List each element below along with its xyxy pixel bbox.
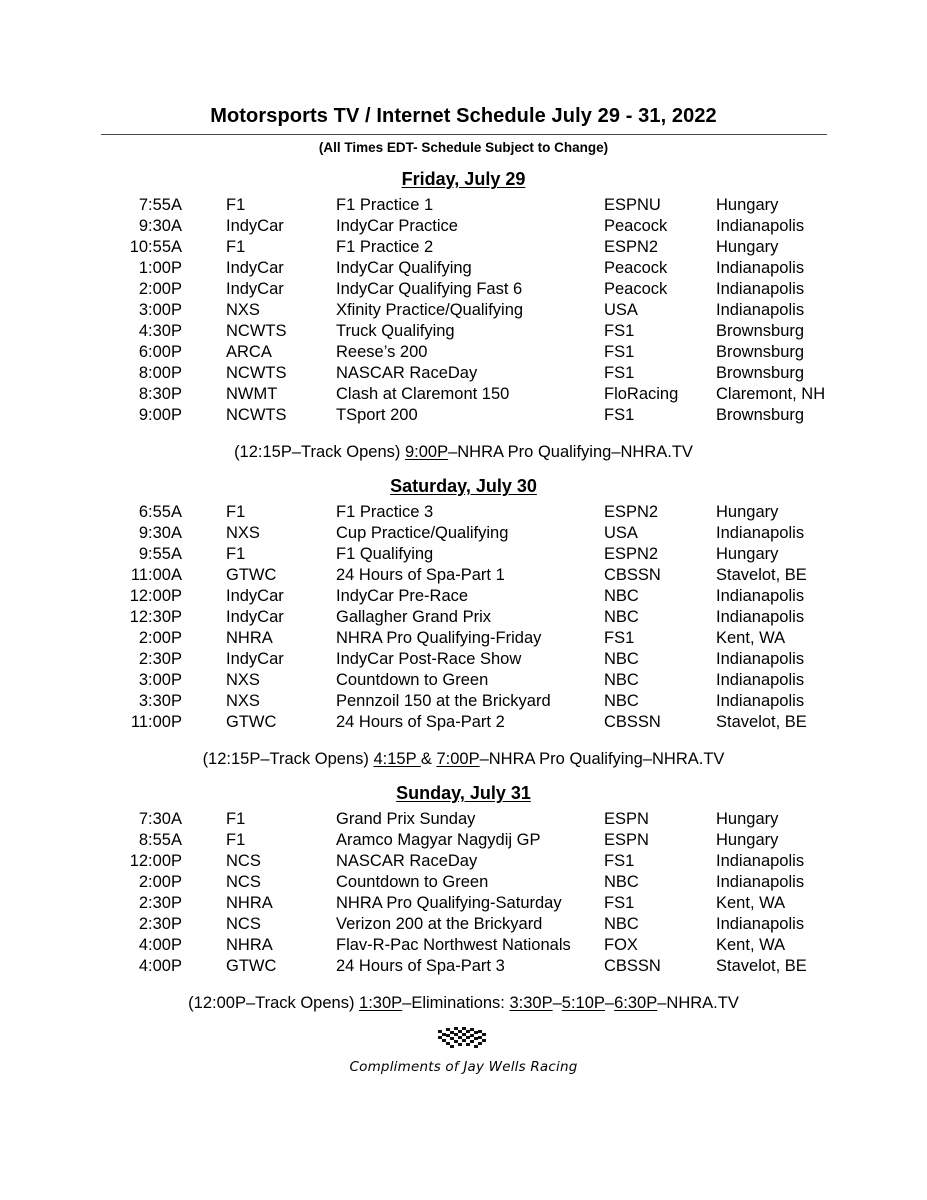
table-row (100, 649, 827, 670)
cell-network: ESPNU (604, 196, 661, 214)
cell-event: IndyCar Qualifying Fast 6 (336, 280, 523, 298)
note-time: 4:15P (373, 750, 421, 768)
cell-location: Indianapolis (716, 217, 805, 235)
cell-network: ESPN2 (604, 503, 659, 521)
note-prefix: (12:15P–Track Opens) (202, 750, 374, 768)
schedule-table (100, 502, 827, 733)
cell-location: Hungary (716, 196, 779, 214)
cell-network: ESPN (604, 831, 649, 849)
day-section (0, 769, 927, 1013)
cell-time: 9:30A (138, 524, 182, 542)
cell-network: NBC (604, 608, 639, 626)
cell-location: Hungary (716, 503, 779, 521)
table-row (100, 670, 827, 691)
cell-event: Countdown to Green (336, 873, 489, 891)
cell-location: Stavelot, BE (716, 957, 807, 975)
cell-time: 3:30P (138, 692, 182, 710)
day-heading: Sunday, July 31 (396, 783, 531, 803)
day-sections (0, 155, 927, 1013)
cell-event: Countdown to Green (336, 671, 489, 689)
cell-series: GTWC (226, 713, 277, 731)
cell-event: Pennzoil 150 at the Brickyard (336, 692, 551, 710)
cell-network: FS1 (604, 364, 635, 382)
table-row (100, 523, 827, 544)
table-row (100, 405, 827, 426)
cell-network: NBC (604, 873, 639, 891)
cell-location: Indianapolis (716, 915, 805, 933)
cell-time: 7:30A (138, 810, 182, 828)
note-separator: –Eliminations: (402, 994, 510, 1012)
cell-event: NHRA Pro Qualifying-Friday (336, 629, 542, 647)
cell-event: Aramco Magyar Nagydij GP (336, 831, 541, 849)
cell-series: NCWTS (226, 322, 287, 340)
table-row (100, 544, 827, 565)
cell-series: NCS (226, 873, 261, 891)
cell-location: Stavelot, BE (716, 713, 807, 731)
cell-location: Kent, WA (716, 894, 786, 912)
cell-series: NHRA (226, 936, 273, 954)
cell-series: GTWC (226, 566, 277, 584)
note-suffix: –NHRA Pro Qualifying–NHRA.TV (448, 443, 693, 461)
cell-time: 3:00P (138, 671, 182, 689)
cell-time: 2:30P (138, 915, 182, 933)
cell-event: TSport 200 (336, 406, 418, 424)
table-row (100, 237, 827, 258)
cell-series: NWMT (226, 385, 278, 403)
cell-location: Indianapolis (716, 692, 805, 710)
note-prefix: (12:00P–Track Opens) (188, 994, 360, 1012)
cell-network: CBSSN (604, 713, 661, 731)
cell-network: FS1 (604, 629, 635, 647)
table-row (100, 914, 827, 935)
cell-series: NHRA (226, 894, 273, 912)
cell-network: FS1 (604, 852, 635, 870)
day-heading: Friday, July 29 (401, 169, 526, 189)
cell-network: ESPN2 (604, 238, 659, 256)
cell-event: Grand Prix Sunday (336, 810, 476, 828)
table-row (100, 851, 827, 872)
cell-location: Indianapolis (716, 873, 805, 891)
schedule-table (100, 809, 827, 977)
table-row (100, 321, 827, 342)
table-row (100, 216, 827, 237)
cell-location: Kent, WA (716, 936, 786, 954)
cell-time: 4:00P (138, 957, 182, 975)
table-row (100, 342, 827, 363)
cell-location: Kent, WA (716, 629, 786, 647)
table-row (100, 893, 827, 914)
note-separator: – (604, 994, 615, 1012)
cell-location: Claremont, NH (716, 385, 826, 403)
page-title: Motorsports TV / Internet Schedule July 29 - 31, 2022 (210, 105, 717, 127)
cell-event: F1 Qualifying (336, 545, 434, 563)
cell-series: IndyCar (226, 608, 284, 626)
cell-time: 6:00P (138, 343, 182, 361)
cell-series: NCWTS (226, 364, 287, 382)
day-heading: Saturday, July 30 (390, 476, 537, 496)
table-row (100, 279, 827, 300)
note-separator: – (552, 994, 562, 1012)
cell-series: NXS (226, 671, 260, 689)
cell-network: Peacock (604, 217, 668, 235)
table-row (100, 935, 827, 956)
cell-network: NBC (604, 692, 639, 710)
cell-series: F1 (226, 238, 246, 256)
cell-network: Peacock (604, 280, 668, 298)
cell-location: Indianapolis (716, 671, 805, 689)
cell-event: NASCAR RaceDay (336, 364, 478, 382)
cell-event: Xfinity Practice/Qualifying (336, 301, 524, 319)
cell-location: Indianapolis (716, 301, 805, 319)
cell-time: 9:55A (138, 545, 182, 563)
cell-time: 12:30P (129, 608, 182, 626)
nhra-note-line (0, 977, 927, 1013)
day-section (0, 462, 927, 769)
cell-event: 24 Hours of Spa-Part 2 (336, 713, 505, 731)
cell-event: Flav-R-Pac Northwest Nationals (336, 936, 571, 954)
cell-series: IndyCar (226, 650, 284, 668)
table-row (100, 809, 827, 830)
cell-event: IndyCar Pre-Race (336, 587, 469, 605)
table-row (100, 691, 827, 712)
table-row (100, 565, 827, 586)
cell-event: Gallagher Grand Prix (336, 608, 491, 626)
nhra-note-line (0, 733, 927, 769)
cell-network: CBSSN (604, 566, 661, 584)
note-time: 3:30P (509, 994, 553, 1012)
cell-series: F1 (226, 503, 246, 521)
cell-location: Indianapolis (716, 259, 805, 277)
table-row (100, 830, 827, 851)
note-separator: & (420, 750, 437, 768)
cell-time: 1:00P (138, 259, 182, 277)
cell-network: FOX (604, 936, 638, 954)
table-row (100, 300, 827, 321)
note-suffix: –NHRA.TV (657, 994, 739, 1012)
cell-time: 8:55A (138, 831, 182, 849)
cell-location: Brownsburg (716, 322, 805, 340)
note-time: 5:10P (561, 994, 605, 1012)
table-row (100, 956, 827, 977)
cell-time: 11:00P (130, 713, 182, 731)
cell-event: Cup Practice/Qualifying (336, 524, 509, 542)
nhra-note-line (0, 426, 927, 462)
cell-series: IndyCar (226, 217, 284, 235)
table-row (100, 872, 827, 893)
cell-location: Brownsburg (716, 406, 805, 424)
cell-event: IndyCar Post-Race Show (336, 650, 522, 668)
schedule-table (100, 195, 827, 426)
cell-time: 2:30P (138, 894, 182, 912)
cell-location: Indianapolis (716, 852, 805, 870)
cell-network: FS1 (604, 322, 635, 340)
cell-network: NBC (604, 650, 639, 668)
table-row (100, 363, 827, 384)
cell-time: 6:55A (138, 503, 182, 521)
cell-event: Truck Qualifying (336, 322, 455, 340)
table-row (100, 258, 827, 279)
cell-network: USA (604, 524, 638, 542)
cell-time: 2:00P (138, 629, 182, 647)
note-suffix: –NHRA Pro Qualifying–NHRA.TV (479, 750, 725, 768)
cell-location: Hungary (716, 810, 779, 828)
page-subtitle: (All Times EDT- Schedule Subject to Change) (318, 140, 609, 155)
cell-location: Indianapolis (716, 280, 805, 298)
cell-time: 4:30P (138, 322, 182, 340)
cell-time: 2:00P (138, 873, 182, 891)
cell-event: NHRA Pro Qualifying-Saturday (336, 894, 562, 912)
cell-location: Hungary (716, 831, 779, 849)
cell-event: NASCAR RaceDay (336, 852, 478, 870)
cell-series: F1 (226, 545, 246, 563)
cell-series: NHRA (226, 629, 273, 647)
cell-event: F1 Practice 1 (336, 196, 434, 214)
cell-event: 24 Hours of Spa-Part 3 (336, 957, 505, 975)
cell-series: IndyCar (226, 587, 284, 605)
cell-time: 9:30A (138, 217, 182, 235)
cell-event: F1 Practice 3 (336, 503, 434, 521)
cell-location: Indianapolis (716, 524, 805, 542)
cell-location: Indianapolis (716, 587, 805, 605)
cell-series: IndyCar (226, 259, 284, 277)
note-prefix: (12:15P–Track Opens) (234, 443, 405, 461)
cell-time: 12:00P (129, 852, 182, 870)
cell-series: NXS (226, 301, 260, 319)
cell-time: 8:00P (138, 364, 182, 382)
cell-location: Indianapolis (716, 650, 805, 668)
cell-event: Reese’s 200 (336, 343, 428, 361)
cell-time: 9:00P (138, 406, 182, 424)
cell-location: Stavelot, BE (716, 566, 807, 584)
cell-network: NBC (604, 915, 639, 933)
cell-network: CBSSN (604, 957, 661, 975)
cell-location: Brownsburg (716, 364, 805, 382)
credit-line: Compliments of Jay Wells Racing (349, 1059, 578, 1075)
cell-time: 4:00P (138, 936, 182, 954)
note-time: 7:00P (436, 750, 480, 768)
cell-time: 10:55A (129, 238, 182, 256)
cell-network: Peacock (604, 259, 668, 277)
checkered-flag-icon (432, 1023, 496, 1053)
cell-time: 2:30P (138, 650, 182, 668)
cell-series: NCS (226, 852, 261, 870)
cell-network: FS1 (604, 894, 635, 912)
cell-location: Indianapolis (716, 608, 805, 626)
cell-series: ARCA (226, 343, 272, 361)
cell-event: 24 Hours of Spa-Part 1 (336, 566, 505, 584)
cell-event: Verizon 200 at the Brickyard (336, 915, 543, 933)
cell-time: 2:00P (138, 280, 182, 298)
cell-series: F1 (226, 196, 246, 214)
cell-network: NBC (604, 671, 639, 689)
cell-event: IndyCar Qualifying (336, 259, 472, 277)
cell-series: NXS (226, 524, 260, 542)
cell-network: USA (604, 301, 638, 319)
table-row (100, 195, 827, 216)
table-row (100, 712, 827, 733)
table-row (100, 502, 827, 523)
day-section (0, 155, 927, 462)
cell-network: NBC (604, 587, 639, 605)
cell-series: NXS (226, 692, 260, 710)
cell-time: 3:00P (138, 301, 182, 319)
cell-series: NCS (226, 915, 261, 933)
note-time: 1:30P (359, 994, 403, 1012)
cell-network: ESPN (604, 810, 649, 828)
cell-network: FloRacing (604, 385, 679, 403)
cell-event: F1 Practice 2 (336, 238, 434, 256)
cell-location: Hungary (716, 545, 779, 563)
cell-time: 7:55A (138, 196, 182, 214)
cell-event: Clash at Claremont 150 (336, 385, 510, 403)
table-row (100, 628, 827, 649)
cell-series: F1 (226, 810, 246, 828)
cell-series: F1 (226, 831, 246, 849)
table-row (100, 586, 827, 607)
cell-location: Brownsburg (716, 343, 805, 361)
cell-network: FS1 (604, 406, 635, 424)
cell-event: IndyCar Practice (336, 217, 458, 235)
table-row (100, 607, 827, 628)
footer (0, 1013, 927, 1075)
cell-time: 8:30P (138, 385, 182, 403)
cell-series: NCWTS (226, 406, 287, 424)
table-row (100, 384, 827, 405)
note-time: 6:30P (614, 994, 658, 1012)
cell-location: Hungary (716, 238, 779, 256)
cell-network: ESPN2 (604, 545, 659, 563)
cell-network: FS1 (604, 343, 635, 361)
title-divider (101, 134, 827, 135)
cell-time: 12:00P (129, 587, 182, 605)
cell-time: 11:00A (130, 566, 182, 584)
cell-series: IndyCar (226, 280, 284, 298)
cell-series: GTWC (226, 957, 277, 975)
note-time: 9:00P (404, 443, 449, 461)
